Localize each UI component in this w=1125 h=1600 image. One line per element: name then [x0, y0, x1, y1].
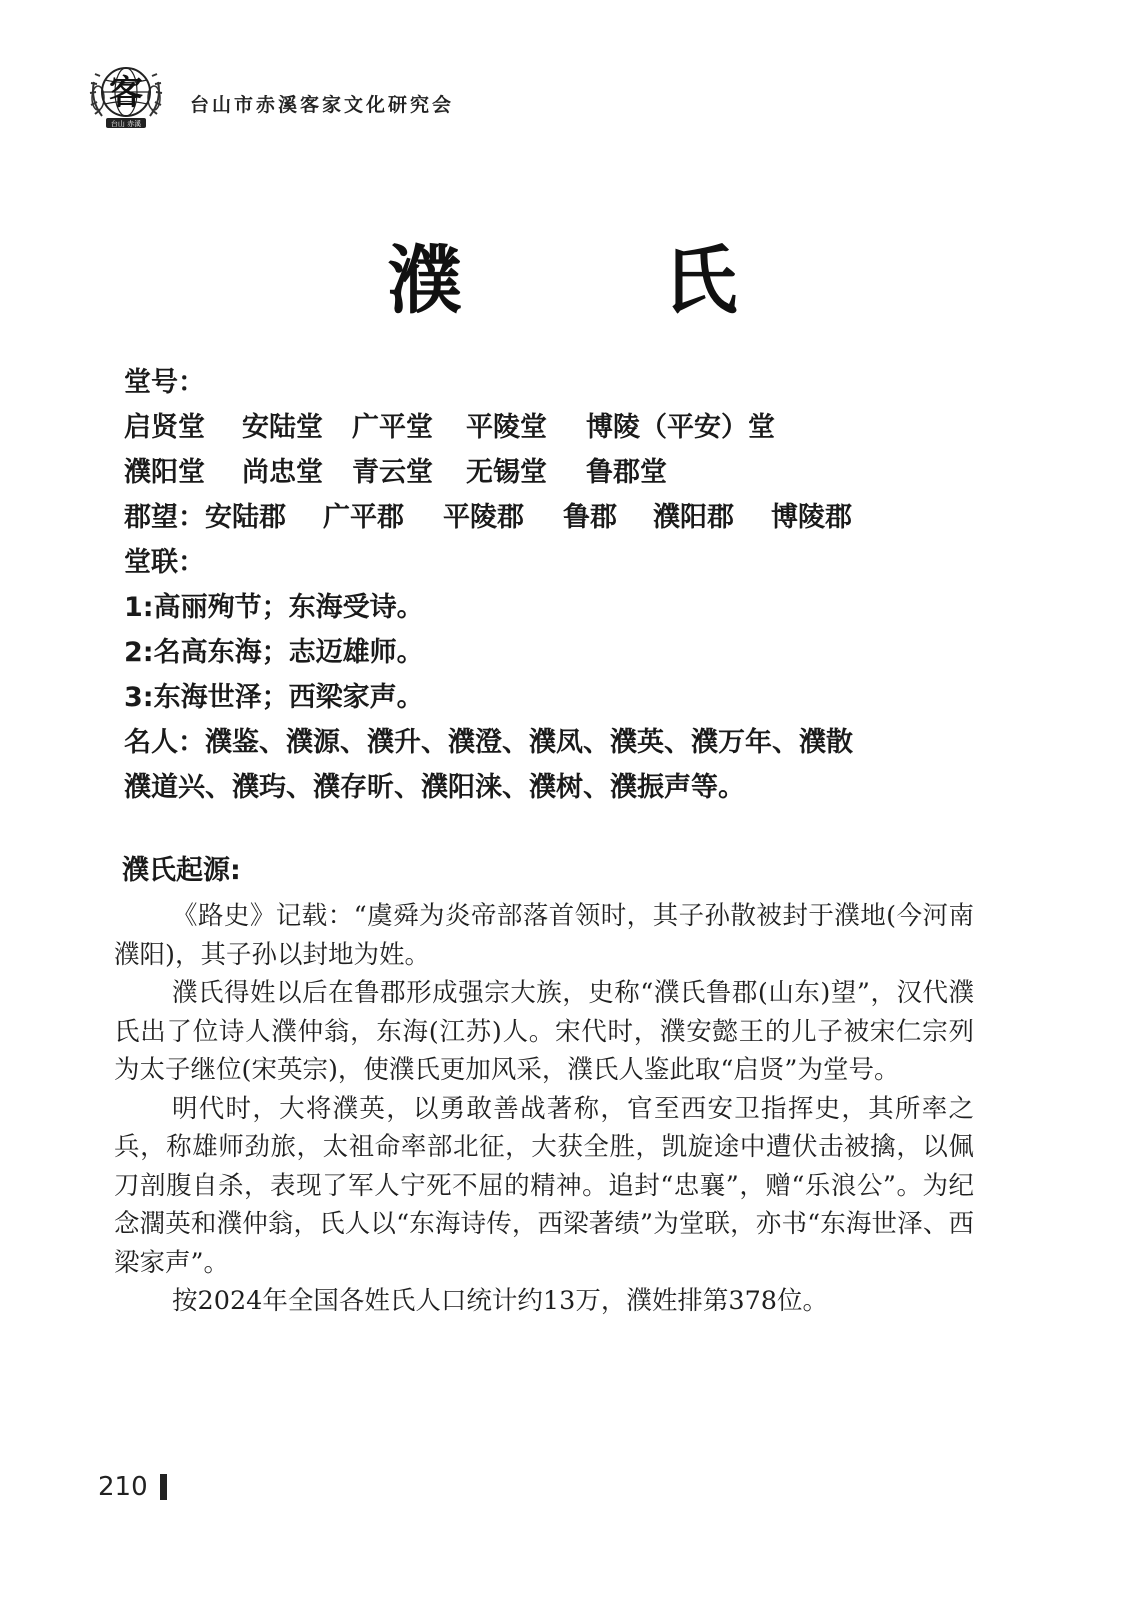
- couplet-label: 堂联：: [124, 547, 205, 578]
- hall-name: 濮阳堂: [124, 457, 205, 488]
- hall-names-row-1: [124, 405, 1004, 450]
- hall-name: 无锡堂: [466, 457, 547, 488]
- commandery-name: 广平郡: [323, 502, 404, 533]
- origin-heading: 濮氏起源:: [122, 855, 241, 886]
- commandery-name: 安陆郡: [205, 502, 286, 533]
- hall-name: 尚忠堂: [242, 457, 323, 488]
- org-name: 台山市赤溪客家文化研究会: [190, 93, 455, 116]
- celebrities-line-1: 名人：濮鉴、濮源、濮升、濮澄、濮凤、濮英、濮万年、濮散: [124, 727, 853, 758]
- hall-name: 鲁郡堂: [586, 457, 667, 488]
- commandery-name: 博陵郡: [771, 502, 852, 533]
- association-logo: [84, 52, 168, 136]
- couplet-3: 3:东海世泽；西梁家声。: [124, 682, 424, 713]
- clan-info: [124, 360, 1004, 810]
- hall-label: 堂号：: [124, 367, 205, 398]
- page-header: [84, 52, 454, 136]
- origin-paragraph: 明代时，大将濮英，以勇敢善战著称，官至西安卫指挥史，其所率之兵，称雄师劲旅，太祖命率部北征，大获全胜，凯旋途中遭伏击被擒，以佩刀剖腹自杀，表现了军人宁死不屈的精神。追封“忠襄”，赠“乐浪公”。为纪念濶英和濮仲翁，氏人以“东海诗传，西梁著绩”为堂联，亦书“东海世泽、西梁家声”。: [114, 1093, 974, 1278]
- commandery-label: 郡望：: [124, 502, 205, 533]
- page-footer: [98, 1472, 167, 1502]
- hall-name: 广平堂: [352, 412, 433, 443]
- celebrities-line-2: 濮道兴、濮玙、濮存昕、濮阳涞、濮树、濮振声等。: [124, 772, 745, 803]
- page-number: 210: [98, 1472, 148, 1502]
- hall-names-row-2: [124, 450, 1004, 495]
- hall-name: 青云堂: [352, 457, 433, 488]
- hall-name: 博陵（平安）堂: [586, 412, 775, 443]
- logo-ribbon-text: 台山 赤溪: [110, 120, 142, 128]
- page-title: 濮 氏: [387, 238, 826, 324]
- page-marker-bar: [160, 1474, 167, 1500]
- couplet-1: 1:高丽殉节；东海受诗。: [124, 592, 424, 623]
- origin-paragraph: 《路史》记载：“虞舜为炎帝部落首领时，其子孙散被封于濮地(今河南濮阳)，其子孙以封地为姓。: [114, 901, 974, 970]
- commandery-name: 鲁郡: [563, 502, 617, 533]
- origin-paragraph: 濮氏得姓以后在鲁郡形成强宗大族，史称“濮氏鲁郡(山东)望”，汉代濮氏出了位诗人濮仲翁，东海(江苏)人。宋代时，濮安懿王的儿子被宋仁宗列为太子继位(宋英宗)，使濮氏更加风采，濮氏人鉴此取“启贤”为堂号。: [114, 978, 974, 1085]
- origin-body: [114, 897, 974, 1321]
- commandery-name: 濮阳郡: [653, 502, 734, 533]
- logo-emblem-char: 客: [109, 73, 143, 113]
- hall-name: 启贤堂: [124, 412, 205, 443]
- origin-paragraph: 按2024年全国各姓氏人口统计约13万，濮姓排第378位。: [172, 1286, 829, 1316]
- couplet-2: 2:名高东海；志迈雄师。: [124, 637, 424, 668]
- commandery-row: [124, 495, 1004, 540]
- hall-name: 安陆堂: [242, 412, 323, 443]
- commandery-name: 平陵郡: [443, 502, 524, 533]
- hall-name: 平陵堂: [466, 412, 547, 443]
